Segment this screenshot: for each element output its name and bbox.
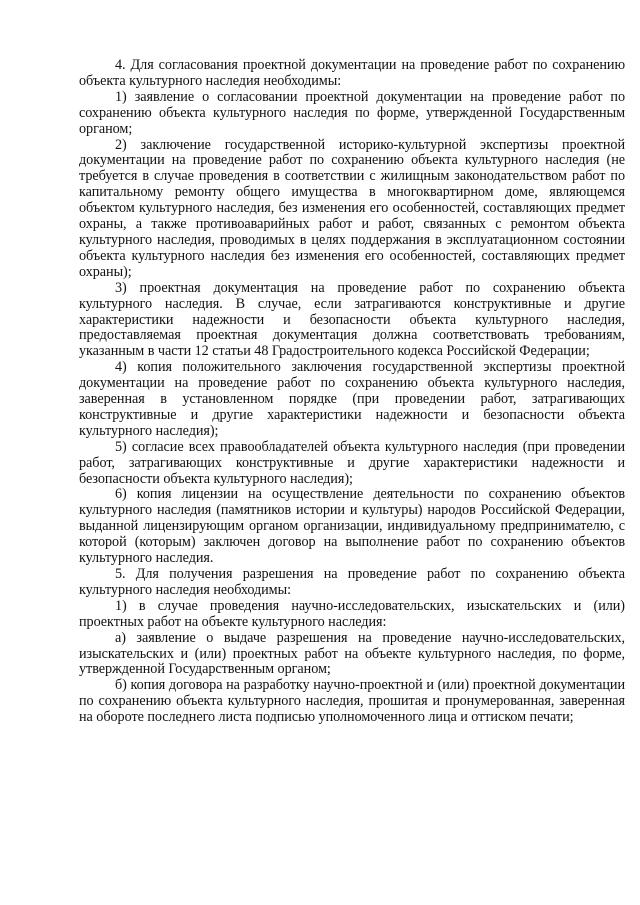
section-4-item-5: 5) согласие всех правообладателей объекта культурного наследия (при проведении работ, затрагивающих конструктивные и другие характеристики надежности и безопасности объекта культурного наследия);	[79, 438, 625, 487]
section-4-item-4: 4) копия положительного заключения государственной экспертизы проектной документации на проведение работ по сохранению объекта культурного наследия, заверенная в установленном порядке (при проведении работ, затрагивающих конструктивные и другие характеристики надежности и безопасности объекта культурного наследия);	[79, 359, 625, 439]
document-page	[79, 58, 625, 726]
section-4-item-3: 3) проектная документация на проведение работ по сохранению объекта культурного наследия. В случае, если затрагиваются конструктивные и другие характеристики надежности и безопасности объекта культурного наследия, предоставляемая проектная документация должна соответствовать требованиям, указанным в части 12 статьи 48 Градостроительного кодекса Российской Федерации;	[79, 279, 625, 360]
section-4-heading: 4. Для согласования проектной документации на проведение работ по сохранению объекта культурного наследия необходимы:	[79, 57, 625, 89]
section-4-item-2: 2) заключение государственной историко-культурной экспертизы проектной документации на проведение работ по сохранению объекта культурного наследия (не требуется в случае проведения в соответствии с жилищным законодательством работ по капитальному ремонту общего имущества в многоквартирном доме, являющемся объектом культурного наследия, без изменения его особенностей, составляющих предмет охраны, а также противоаварийных работ и работ, связанных с ремонтом объекта культурного наследия, проводимых в целях поддержания в эксплуатационном состоянии объекта культурного наследия без изменения его особенностей, составляющих предмет охраны);	[79, 136, 625, 280]
section-5-item-1: 1) в случае проведения научно-исследовательских, изыскательских и (или) проектных работ на объекте культурного наследия:	[79, 597, 625, 630]
section-4-item-1: 1) заявление о согласовании проектной документации на проведение работ по сохранению объекта культурного наследия по форме, утвержденной Государственным органом;	[79, 88, 625, 137]
section-5-item-1b: б) копия договора на разработку научно-проектной и (или) проектной документации по сохранению объекта культурного наследия, прошитая и пронумерованная, заверенная на обороте последнего листа подписью уполномоченного лица и оттиском печати;	[79, 677, 625, 726]
section-4-item-6: 6) копия лицензии на осуществление деятельности по сохранению объектов культурного наследия (памятников истории и культуры) народов Российской Федерации, выданной лицензирующим органом организации, индивидуальному предпринимателю, с которой (которым) заключен договор на выполнение работ по сохранению объектов культурного наследия.	[79, 486, 625, 567]
section-5-item-1a: а) заявление о выдаче разрешения на проведение научно-исследовательских, изыскательских и (или) проектных работ на объекте культурного наследия, по форме, утвержденной Государственным органом;	[79, 629, 625, 678]
section-5-heading: 5. Для получения разрешения на проведение работ по сохранению объекта культурного наследия необходимы:	[79, 566, 625, 598]
